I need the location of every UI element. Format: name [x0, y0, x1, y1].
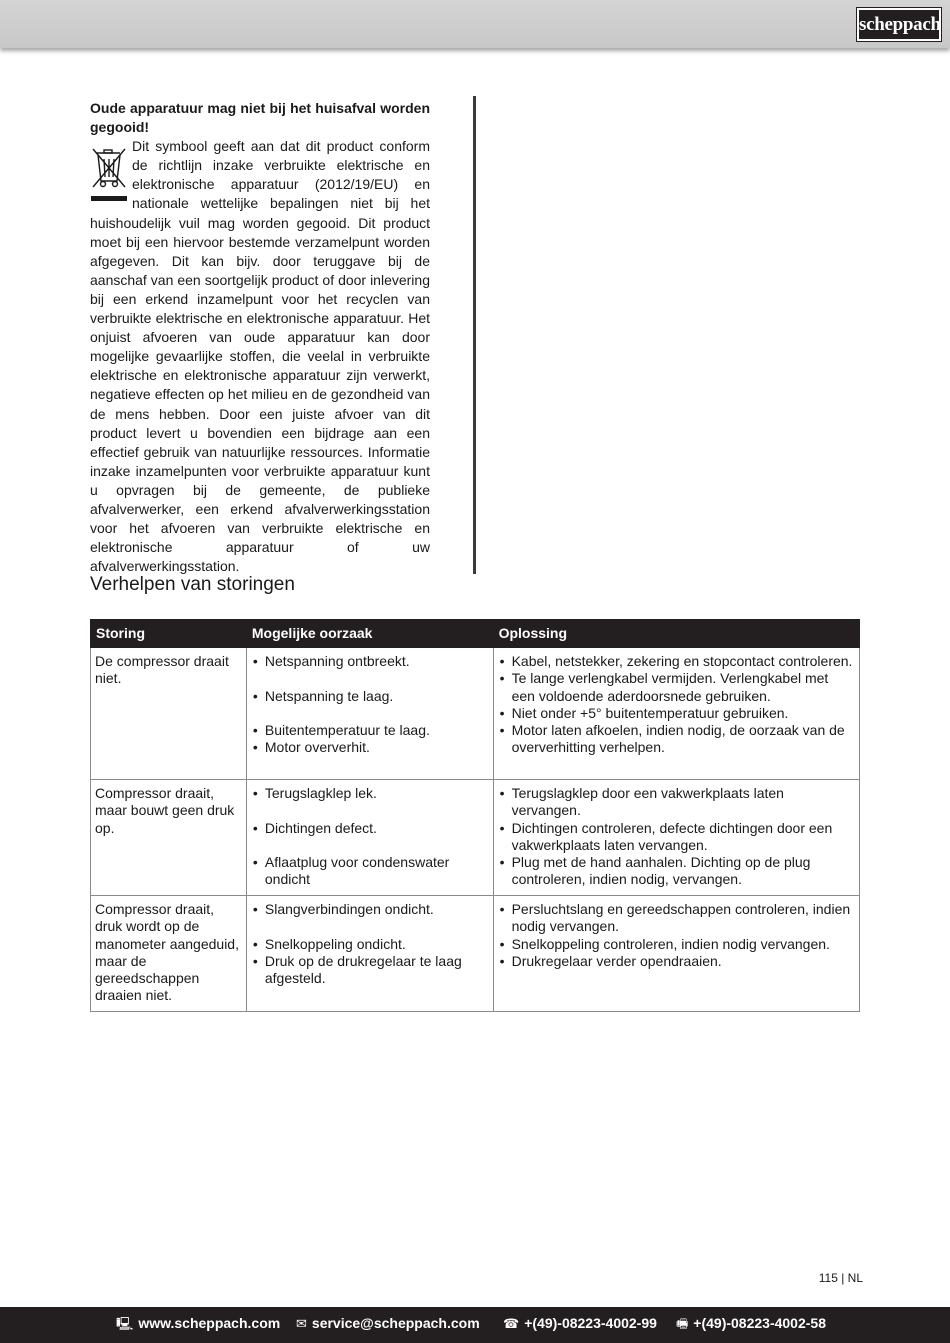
cause-item: • Terugslagklep lek.	[251, 785, 489, 802]
header-fault: Storing	[91, 620, 247, 648]
header-cause: Mogelijke oorzaak	[246, 620, 493, 648]
email-link[interactable]: service@scheppach.com	[311, 1315, 480, 1331]
disposal-text: Dit symbool geeft aan dat dit product conform de richtlijn inzake verbruikte elektrische en elektronische apparatuur (2012/19/EU) en nationale wettelijke bepalingen niet bij het huishoudelijk vuil mag worden gegooid. Dit product moet bij een hiervoor bestemde verzamelpunt worden afgegeven. Dit kan bijv. door teruggave bij de aanschaf van een soortgelijk product of door inlevering bij een erkend inzamelpunt voor het recyclen van verbruikte elektrische en elektronische apparatuur. Het onjuist afvoeren van oude apparatuur kan door mogelijke gevaarlijke stoffen, die veelal in verbruikte elektrische en elektronische apparatuur zijn verwerkt, negatieve effecten op het milieu en de gezondheid van de mens hebben. Door een juiste afvoer van dit product levert u bovendien een bijdrage aan een effectief gebruik van natuurlijke ressources. Informatie inzake inzamelpunten voor verbruikte apparatuur kunt u opvragen bij de gemeente, de publieke afvalverwerker, een erkend afvalverwerkingsstation voor het afvoeren van verbruikte elektrische en elektronische apparatuur of uw afvalverwerkingsstation.	[90, 138, 430, 575]
solution-item: • Terugslagklep door een vakwerkplaats laten vervangen.	[498, 785, 855, 820]
solution-item: • Persluchtslang en gereedschappen controleren, indien nodig vervangen.	[498, 901, 855, 936]
solution-item: • Drukregelaar verder opendraaien.	[498, 953, 855, 970]
mail-icon: ✉	[296, 1316, 307, 1331]
solution-item: • Niet onder +5° buitentemperatuur gebruiken.	[498, 705, 855, 722]
disposal-warning: Oude apparatuur mag niet bij het huisafval worden gegooid!	[90, 100, 430, 136]
cause-item: • Motor oververhit.	[251, 739, 489, 756]
fault-cell: Compressor draait, druk wordt op de manometer aangeduid, maar de gereedschappen draaien niet.	[91, 896, 247, 1012]
solution-item: • Te lange verlengkabel vermijden. Verlengkabel met een voldoende aderdoorsnede gebruiken.	[498, 670, 855, 705]
footer-website[interactable]	[116, 1315, 280, 1337]
cause-item: • Snelkoppeling ondicht.	[251, 936, 489, 953]
table-row	[91, 780, 860, 896]
table-row	[91, 896, 860, 1012]
cause-item: • Druk op de drukregelaar te laag afgesteld.	[251, 953, 489, 988]
cause-item: • Dichtingen defect.	[251, 820, 489, 837]
page-number: 115 | NL	[818, 1271, 863, 1285]
cause-cell	[246, 648, 493, 780]
solution-cell	[493, 780, 859, 896]
cause-cell	[246, 896, 493, 1012]
website-link[interactable]: www.scheppach.com	[138, 1315, 281, 1331]
solution-item: • Snelkoppeling controleren, indien nodig vervangen.	[498, 936, 855, 953]
fault-cell: De compressor draait niet.	[91, 648, 247, 780]
footer-fax	[676, 1315, 826, 1337]
footer-phone	[503, 1315, 657, 1332]
fax-number: +(49)-08223-4002-58	[693, 1315, 826, 1331]
section-title: Verhelpen van storingen	[90, 574, 295, 595]
crossed-bin-icon	[90, 141, 128, 207]
fault-cell: Compressor draait, maar bouwt geen druk op.	[91, 780, 247, 896]
table-row	[91, 648, 860, 780]
cause-item: • Netspanning te laag.	[251, 688, 489, 705]
scheppach-logo: scheppach	[857, 8, 941, 41]
solution-item: • Dichtingen controleren, defecte dichtingen door een vakwerkplaats laten vervangen.	[498, 820, 855, 855]
troubleshooting-table	[90, 619, 860, 1012]
phone-icon: ☎	[503, 1316, 520, 1331]
cause-item: • Buitentemperatuur te laag.	[251, 722, 489, 739]
footer-email[interactable]	[296, 1315, 480, 1332]
cause-cell	[246, 780, 493, 896]
header-solution: Oplossing	[493, 620, 859, 648]
phone-number: +(49)-08223-4002-99	[524, 1315, 657, 1331]
solution-item: • Motor laten afkoelen, indien nodig, de oorzaak van de oververhitting verhelpen.	[498, 722, 855, 757]
footer-bar	[0, 1307, 950, 1343]
cause-item: • Netspanning ontbreekt.	[251, 653, 489, 670]
cause-item: • Aflaatplug voor condenswater ondicht	[251, 854, 489, 889]
solution-cell	[493, 896, 859, 1012]
fax-icon: 🖷	[676, 1316, 689, 1331]
cause-item: • Slangverbindingen ondicht.	[251, 901, 489, 918]
computer-icon: 🖳	[116, 1316, 134, 1331]
table-header-row	[91, 620, 860, 648]
top-bar	[0, 0, 950, 48]
solution-item: • Plug met de hand aanhalen. Dichting op de plug controleren, indien nodig, vervangen.	[498, 854, 855, 889]
solution-cell	[493, 648, 859, 780]
column-divider	[473, 96, 476, 574]
disposal-notice	[90, 99, 430, 576]
solution-item: • Kabel, netstekker, zekering en stopcontact controleren.	[498, 653, 855, 670]
